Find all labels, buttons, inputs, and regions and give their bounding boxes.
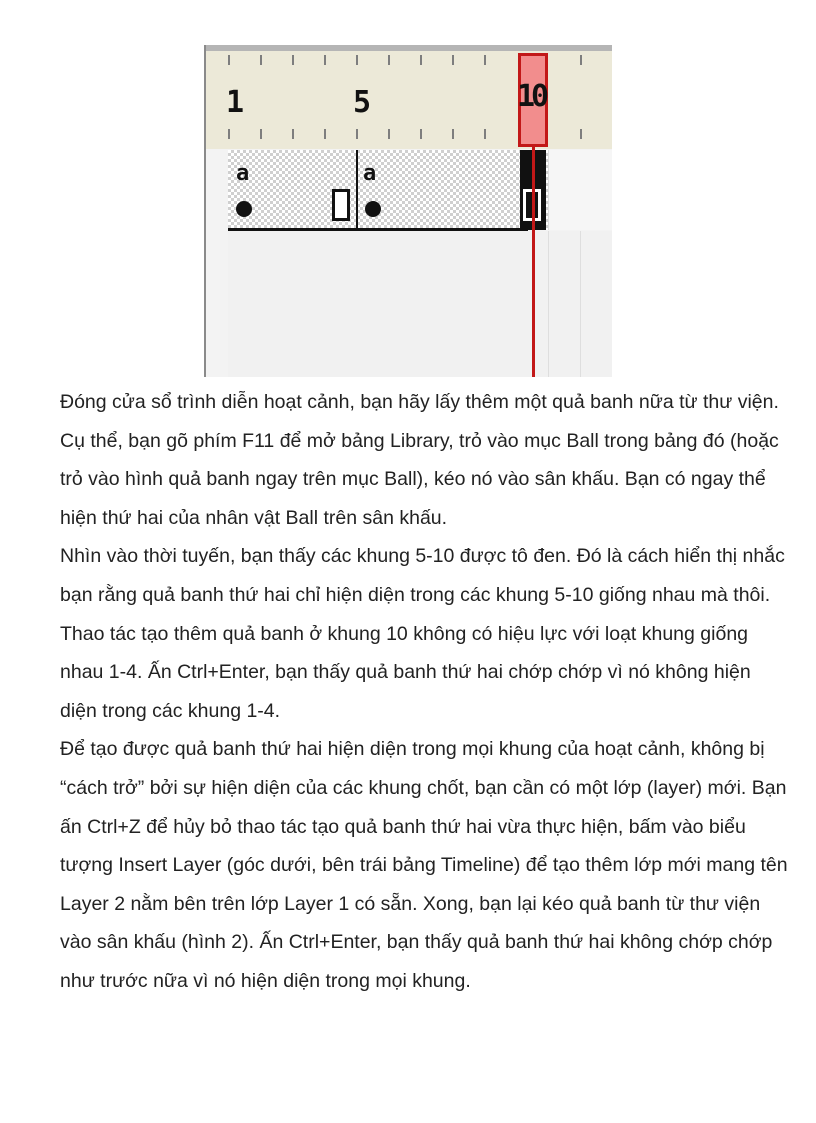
frame-label-a: a (363, 161, 377, 186)
timeline-empty-area (228, 231, 612, 377)
ruler-tick (388, 55, 390, 65)
ruler-tick (324, 55, 326, 65)
ruler-tick (452, 129, 454, 139)
endframe-rect-icon (332, 189, 350, 221)
frame-ruler (206, 45, 612, 149)
article-text (60, 383, 790, 1001)
ruler-tick (260, 55, 262, 65)
frame-number-1: 1 (226, 85, 244, 120)
ruler-tick (356, 55, 358, 65)
paragraph: Đóng cửa sổ trình diễn hoạt cảnh, bạn hãy lấy thêm một quả banh nữa từ thư viện. Cụ thể, bạn gõ phím F11 để mở bảng Library, trỏ vào mục Ball trong bảng đó (hoặc trỏ vào hình quả banh ngay trên mục Ball), kéo nó vào sân khấu. Bạn có ngay thể hiện thứ hai của nhân vật Ball trên sân khấu. (60, 391, 779, 529)
ruler-tick (292, 129, 294, 139)
ruler-tick (484, 55, 486, 65)
ruler-tick (484, 129, 486, 139)
ruler-tick (580, 129, 582, 139)
ruler-tick (228, 129, 230, 139)
keyframe-dot-icon (236, 201, 252, 217)
ruler-tick (388, 129, 390, 139)
frame-label-a: a (236, 161, 250, 186)
paragraph: Để tạo được quả banh thứ hai hiện diện trong mọi khung của hoạt cảnh, không bị “cách trở” bởi sự hiện diện của các khung chốt, bạn cần có một lớp (layer) mới. Bạn ấn Ctrl+Z để hủy bỏ thao tác tạo quả banh thứ hai vừa thực hiện, bấm vào biểu tượng Insert Layer (góc dưới, bên trái bảng Timeline) để tạo thêm lớp mới mang tên Layer 2 nằm bên trên lớp Layer 1 có sẵn. Xong, bạn lại kéo quả banh từ thư viện vào sân khấu (hình 2). Ấn Ctrl+Enter, bạn thấy quả banh thứ hai không chớp chớp như trước nữa vì nó hiện diện trong mọi khung. (60, 738, 788, 992)
keyframe-dot-icon (365, 201, 381, 217)
ruler-tick (292, 55, 294, 65)
ruler-tick (420, 129, 422, 139)
ruler-tick (452, 55, 454, 65)
ruler-tick (260, 129, 262, 139)
ruler-tick (356, 129, 358, 139)
paragraph: Nhìn vào thời tuyến, bạn thấy các khung 5-10 được tô đen. Đó là cách hiển thị nhắc bạn rằng quả banh thứ hai chỉ hiện diện trong các khung 5-10 giống nhau mà thôi. Thao tác tạo thêm quả banh ở khung 10 không có hiệu lực với loạt khung giống nhau 1-4. Ấn Ctrl+Enter, bạn thấy quả banh thứ hai chớp chớp vì nó không hiện diện trong các khung 1-4. (60, 545, 785, 722)
keyframe-divider (356, 150, 358, 230)
frame-number-5: 5 (353, 85, 371, 120)
empty-frames[interactable] (548, 150, 612, 230)
current-frame-number: 10 (517, 79, 546, 114)
timeline-figure (204, 45, 612, 377)
ruler-tick (580, 55, 582, 65)
ruler-tick (228, 55, 230, 65)
ruler-tick (420, 55, 422, 65)
playhead-line (532, 147, 535, 377)
ruler-tick (324, 129, 326, 139)
